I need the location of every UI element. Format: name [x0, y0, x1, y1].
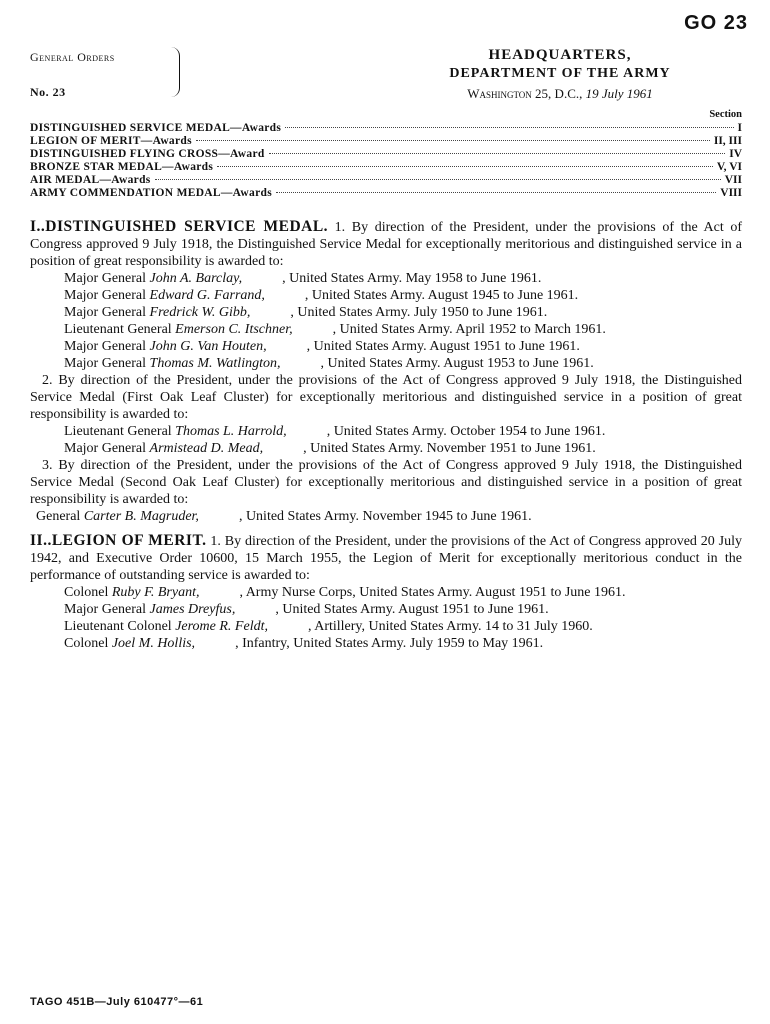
toc-section: I	[737, 122, 742, 134]
toc-row	[30, 161, 742, 174]
awardee-name: Thomas L. Harrold,	[175, 424, 287, 439]
toc-leader	[155, 179, 721, 180]
section-2-para-1	[30, 532, 742, 584]
order-designation	[30, 50, 190, 100]
section-1-para-1	[30, 218, 742, 270]
award-entry	[30, 287, 742, 304]
awardee-name: Carter B. Magruder,	[83, 509, 199, 524]
awardee-name: Jerome R. Feldt,	[175, 619, 268, 634]
awardee-name: Joel M. Hollis,	[111, 636, 196, 651]
toc-title: DISTINGUISHED SERVICE MEDAL—Awards	[30, 122, 282, 134]
issuing-authority	[390, 47, 730, 102]
footer-code: TAGO 451B—July 610477°—61	[30, 996, 204, 1008]
award-detail: , United States Army. August 1945 to June 1961.	[304, 288, 579, 303]
toc-title: DISTINGUISHED FLYING CROSS—Award	[30, 148, 265, 160]
toc-title: LEGION OF MERIT—Awards	[30, 135, 192, 147]
table-of-contents	[30, 109, 742, 200]
toc-title: AIR MEDAL—Awards	[30, 174, 151, 186]
award-detail: , Army Nurse Corps, United States Army. August 1951 to June 1961.	[239, 585, 626, 600]
award-entry	[30, 508, 742, 525]
award-detail: , Infantry, United States Army. July 1959 to May 1961.	[235, 636, 544, 651]
go-number: GO 23	[684, 12, 748, 34]
award-entry	[30, 440, 742, 457]
section-1-heading: I..DISTINGUISHED SERVICE MEDAL.	[30, 218, 329, 235]
toc-leader	[285, 127, 733, 128]
rank: Lieutenant General	[64, 424, 172, 439]
rank: Lieutenant General	[64, 322, 172, 337]
award-detail: , United States Army. August 1951 to June 1961.	[306, 339, 580, 354]
awardee-name: Edward G. Farrand,	[149, 288, 265, 303]
rank: Colonel	[64, 585, 109, 600]
department-title: DEPARTMENT OF THE ARMY	[449, 66, 671, 81]
toc-row	[30, 174, 742, 187]
award-entry	[30, 304, 742, 321]
rank: Lieutenant Colonel	[64, 619, 172, 634]
award-entry	[30, 321, 742, 338]
award-entry	[30, 601, 742, 618]
award-detail: , United States Army. May 1958 to June 1961.	[282, 271, 542, 286]
awardee-name: John G. Van Houten,	[149, 339, 267, 354]
award-entry	[30, 338, 742, 355]
order-number: No. 23	[30, 85, 66, 99]
document-body	[30, 218, 742, 652]
para-text: 1. By direction of the President, under the provisions of the Act of Congress approved 20 July 1942, and Executive Order 10600, 15 March 1955, the Legion of Merit for exceptionally meritorious conduct in the performance of outstanding service is awarded to:	[30, 534, 742, 583]
toc-section: IV	[729, 148, 742, 160]
award-entry	[30, 584, 742, 601]
rank: Colonel	[64, 636, 109, 651]
rank: General	[36, 509, 81, 524]
toc-section: VIII	[720, 187, 742, 199]
section-1-para-3: 3. By direction of the President, under the provisions of the Act of Congress approved 9 July 1918, the Distinguished Service Medal (Second Oak Leaf Cluster) for exceptionally meritorious and distinguished service in a position of great responsibility is awarded to:	[30, 458, 742, 507]
general-orders-label: General Orders	[30, 50, 115, 64]
toc-leader	[196, 140, 710, 141]
awardee-name: Emerson C. Itschner,	[175, 322, 293, 337]
award-detail: , United States Army. July 1950 to June 1961.	[290, 305, 548, 320]
rank: Major General	[64, 305, 147, 320]
toc-section: V, VI	[716, 161, 742, 173]
toc-title: BRONZE STAR MEDAL—Awards	[30, 161, 214, 173]
place: Washington 25, D.C.,	[467, 86, 583, 101]
awardee-name: Ruby F. Bryant,	[111, 585, 200, 600]
award-entry	[30, 270, 742, 287]
awardee-name: Fredrick W. Gibb,	[149, 305, 251, 320]
award-detail: , United States Army. October 1954 to June 1961.	[326, 424, 606, 439]
rank: Major General	[64, 441, 147, 456]
headquarters-title: HEADQUARTERS,	[488, 47, 632, 63]
toc-section: VII	[724, 174, 742, 186]
award-detail: , United States Army. April 1952 to March 1961.	[332, 322, 606, 337]
award-detail: , United States Army. August 1953 to June 1961.	[320, 356, 594, 371]
rank: Major General	[64, 602, 147, 617]
place-date	[390, 86, 730, 102]
toc-leader	[269, 153, 726, 154]
award-detail: , Artillery, United States Army. 14 to 31 July 1960.	[307, 619, 593, 634]
toc-section: II, III	[713, 135, 742, 147]
toc-row	[30, 148, 742, 161]
awardee-name: James Dreyfus,	[149, 602, 236, 617]
awardee-name: John A. Barclay,	[149, 271, 243, 286]
rank: Major General	[64, 288, 147, 303]
toc-row	[30, 135, 742, 148]
rank: Major General	[64, 339, 147, 354]
toc-row	[30, 187, 742, 200]
award-entry	[30, 618, 742, 635]
issue-date: 19 July 1961	[585, 86, 653, 101]
award-detail: , United States Army. November 1951 to June 1961.	[303, 441, 596, 456]
para-text: 1. By direction of the President, under the provisions of the Act of Congress approved 9 July 1918, the Distinguished Service Medal for exceptionally meritorious and distinguished service in a position of great responsibility is awarded to:	[30, 220, 742, 269]
toc-leader	[217, 166, 713, 167]
awardee-name: Armistead D. Mead,	[149, 441, 264, 456]
rank: Major General	[64, 271, 147, 286]
toc-section-label: Section	[709, 109, 742, 120]
award-entry	[30, 635, 742, 652]
section-1-para-2: 2. By direction of the President, under the provisions of the Act of Congress approved 9 July 1918, the Distinguished Service Medal (First Oak Leaf Cluster) for exceptionally meritorious and distinguished service in a position of great responsibility is awarded to:	[30, 373, 742, 422]
award-entry	[30, 423, 742, 440]
rank: Major General	[64, 356, 147, 371]
awardee-name: Thomas M. Watlington,	[149, 356, 281, 371]
award-detail: , United States Army. August 1951 to June 1961.	[275, 602, 549, 617]
section-2-heading: II..LEGION OF MERIT.	[30, 532, 207, 549]
toc-leader	[276, 192, 716, 193]
toc-row	[30, 122, 742, 135]
award-entry	[30, 355, 742, 372]
brace-mark	[171, 47, 180, 97]
toc-title: ARMY COMMENDATION MEDAL—Awards	[30, 187, 272, 199]
award-detail: , United States Army. November 1945 to June 1961.	[238, 509, 532, 524]
